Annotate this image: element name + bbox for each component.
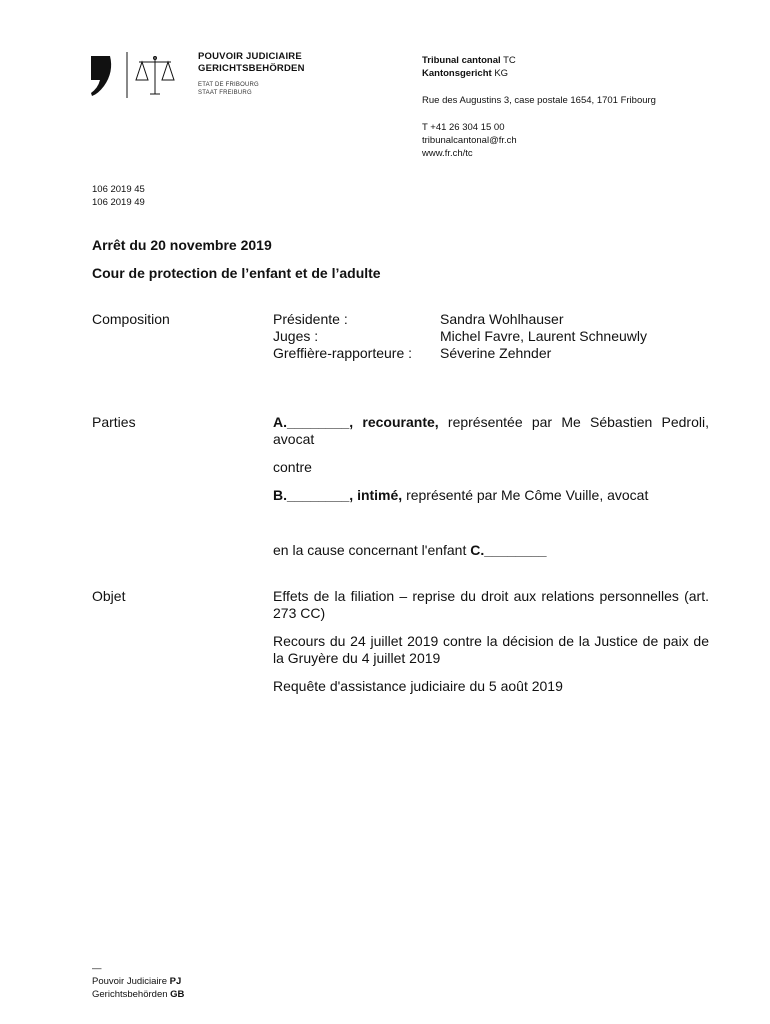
court-email[interactable]: tribunalcantonal@fr.ch — [422, 135, 517, 146]
objet-paragraph-2: Recours du 24 juillet 2019 contre la décision de la Justice de paix de la Gruyère du 4 juillet 2019 — [273, 633, 709, 666]
role-clerk: Greffière-rapporteure : — [273, 345, 413, 361]
parties-label: Parties — [92, 414, 136, 430]
cause-line — [273, 542, 709, 559]
case-reference: 106 2019 49 — [92, 196, 145, 208]
court-fr — [422, 54, 516, 67]
state-line-2: STAAT FREIBURG — [198, 89, 252, 96]
court-header — [422, 54, 516, 80]
name-judges: Michel Favre, Laurent Schneuwly — [440, 328, 647, 344]
name-clerk: Séverine Zehnder — [440, 345, 552, 361]
composition-names — [440, 311, 647, 362]
case-reference: 106 2019 45 — [92, 184, 145, 195]
party-a — [273, 414, 709, 448]
org-name — [198, 51, 305, 75]
footer-line-1-text: Pouvoir Judiciaire — [92, 976, 170, 987]
composition-label: Composition — [92, 311, 170, 327]
court-phone: T +41 26 304 15 00 — [422, 122, 505, 133]
name-president: Sandra Wohlhauser — [440, 311, 564, 327]
court-website[interactable]: www.fr.ch/tc — [422, 148, 473, 159]
footer-dash: — — [92, 963, 102, 974]
party-b — [273, 487, 709, 504]
court-address: Rue des Augustins 3, case postale 1654, 1701 Fribourg — [422, 95, 656, 106]
court-contact — [422, 121, 517, 160]
composition-roles — [273, 311, 412, 362]
footer-line-1-abbr: PJ — [169, 976, 182, 987]
role-judges: Juges : — [273, 328, 319, 344]
child-name: C.________ — [470, 542, 547, 558]
state-name — [198, 82, 259, 97]
party-b-representation: représenté par Me Côme Vuille, avocat — [402, 487, 649, 503]
case-references — [92, 184, 145, 209]
objet-paragraph-3: Requête d'assistance judiciaire du 5 août 2019 — [273, 678, 563, 694]
versus-text: contre — [273, 459, 312, 475]
party-a-representation: représentée par Me Sébastien Pedroli, avocat — [273, 414, 709, 447]
cause-text: en la cause concernant l'enfant — [273, 542, 471, 558]
state-line-1: ETAT DE FRIBOURG — [198, 82, 259, 88]
party-b-name: B.________, intimé, — [273, 487, 403, 503]
court-de-name: Kantonsgericht — [422, 68, 492, 79]
footer-line-2-abbr: GB — [170, 989, 185, 1000]
fribourg-coat-of-arms-logo — [88, 50, 188, 100]
court-de — [422, 67, 516, 80]
footer-line-1 — [92, 975, 184, 988]
objet-paragraph-1: Effets de la filiation – reprise du droit aux relations personnelles (art. 273 CC) — [273, 588, 709, 621]
party-a-name: A.________, recourante, — [273, 414, 439, 430]
org-line-2: GERICHTSBEHÖRDEN — [198, 63, 305, 74]
footer-line-2 — [92, 988, 184, 1001]
court-fr-abbr: TC — [503, 55, 516, 66]
footer-line-2-text: Gerichtsbehörden — [92, 989, 171, 1000]
role-president: Présidente : — [273, 311, 348, 327]
org-line-1: POUVOIR JUDICIAIRE — [198, 51, 302, 62]
page-footer — [92, 962, 184, 1001]
court-fr-name: Tribunal cantonal — [422, 55, 501, 66]
court-section-title: Cour de protection de l’enfant et de l’adulte — [92, 265, 381, 281]
objet-label: Objet — [92, 588, 126, 604]
judgment-title: Arrêt du 20 novembre 2019 — [92, 237, 272, 253]
court-de-abbr: KG — [494, 68, 509, 79]
